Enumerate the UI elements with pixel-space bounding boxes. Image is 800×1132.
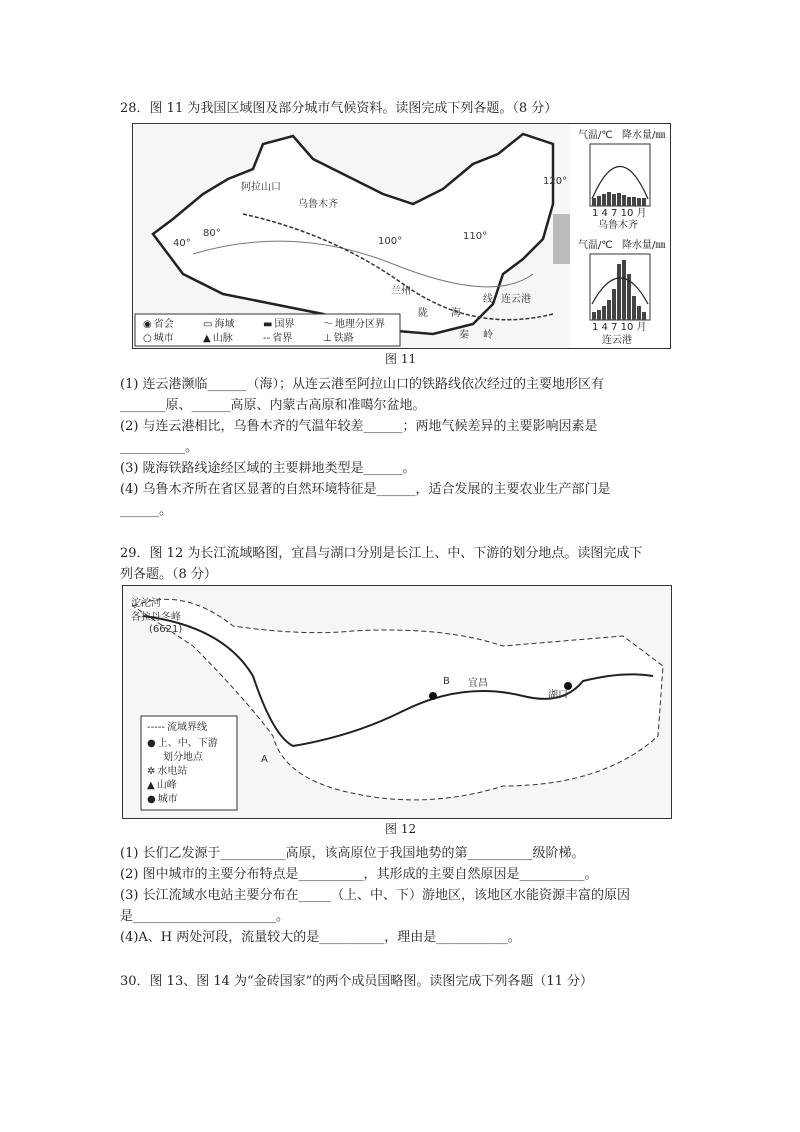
- sea-area: [553, 214, 571, 264]
- urumqi-temp-axis-label: 气温/℃: [578, 130, 613, 141]
- q28-question-2a: (2) 与连云港相比，乌鲁木齐的气温年较差______；两地气候差异的主要影响因素是: [120, 419, 598, 434]
- lianyungang-precip-axis-label: 降水量/㎜: [622, 240, 666, 251]
- legend-item-mountain: ▲ 山脉: [203, 333, 233, 344]
- q29-question-2: (2) 图中城市的主要分布特点是__________，其形成的主要自然原因是__________。: [120, 867, 598, 882]
- figure-11-map: [132, 123, 572, 349]
- q29-title-line1: 29．图 12 为长江流域略图，宜昌与湖口分别是长江上、中、下游的划分地点。读图完成下: [120, 546, 643, 561]
- q29-question-3a: (3) 长江流域水电站主要分布在_____（上、中、下）游地区，该地区水能资源丰富的原因: [120, 888, 631, 903]
- yichang-point: [429, 692, 437, 700]
- legend-peak: ▲ 山峰: [147, 780, 177, 791]
- urumqi-precip-bars: [592, 192, 646, 206]
- label-lon40: 40°: [173, 238, 191, 249]
- q29-question-4: (4)A、H 两处河段，流量较大的是__________，理由是___________。: [120, 930, 521, 945]
- label-hukou: 湖口: [548, 690, 568, 701]
- figure-12-caption: 图 12: [385, 822, 417, 836]
- q28-question-2b: __________。: [120, 440, 199, 455]
- legend-division-point-2: 划分地点: [163, 752, 203, 763]
- label-B: B: [443, 676, 450, 687]
- figure-12-map: [122, 585, 672, 819]
- label-yichang: 宜昌: [468, 678, 488, 689]
- q30-title: 30．图 13、图 14 为“金砖国家”的两个成员国略图。读图完成下列各题（11 分）: [120, 974, 593, 989]
- hukou-point: [564, 682, 572, 690]
- figure-11-caption: 图 11: [385, 352, 417, 366]
- rail-char-2: 海: [451, 308, 461, 319]
- q28-question-1b: _______原、______高原、内蒙古高原和准噶尔盆地。: [120, 398, 426, 413]
- climate-charts-svg: [570, 124, 670, 348]
- legend-item-province-border: -- 省界: [263, 333, 293, 344]
- lianyungang-precip-bars: [592, 260, 646, 320]
- rail-char-4: 秦: [459, 330, 469, 341]
- legend-item-railway: ⊥ 铁路: [323, 333, 354, 344]
- label-lon100: 100°: [378, 236, 403, 247]
- legend-basin-line: ----- 流域界线: [147, 722, 208, 733]
- label-lanzhou: 兰州: [391, 286, 411, 297]
- q29-title-line2: 列各题。（8 分）: [120, 567, 217, 582]
- q28-question-1a: (1) 连云港濒临______（海）；从连云港至阿拉山口的铁路线依次经过的主要地形区有: [120, 377, 605, 392]
- lianyungang-city-label: 连云港: [602, 335, 632, 346]
- q28-question-4b: ______。: [120, 503, 173, 518]
- label-lianyungang: 连云港: [501, 294, 531, 305]
- q28-question-4a: (4) 乌鲁木齐所在省区显著的自然环境特征是______，适合发展的主要农业生产部门是: [120, 482, 611, 497]
- yangtze-basin-map: [123, 586, 671, 818]
- lianyungang-temp-axis-label: 气温/℃: [578, 240, 613, 251]
- legend-division-point: ● 上、中、下游: [147, 738, 218, 749]
- label-peak: 各拉丹冬峰: [131, 612, 181, 623]
- legend-item-region-border: 〜 地理分区界: [323, 319, 385, 330]
- q29-question-3b: 是______________________。: [120, 909, 290, 924]
- climate-charts-panel: [570, 123, 671, 349]
- legend-item-border: ▬ 国界: [263, 319, 295, 330]
- label-tuotuo-river: 沱沱河: [131, 598, 161, 609]
- label-lon110: 110°: [463, 231, 488, 242]
- label-lon120: 120°: [543, 176, 568, 187]
- lianyungang-months: 1 4 7 10 月: [592, 322, 647, 333]
- urumqi-months: 1 4 7 10 月: [592, 208, 647, 219]
- legend-item-city: ○ 城市: [143, 333, 174, 344]
- q28-question-3: (3) 陇海铁路线途经区域的主要耕地类型是______。: [120, 461, 416, 476]
- rail-char-5: 岭: [483, 330, 493, 341]
- label-alashankou: 阿拉山口: [241, 182, 281, 193]
- urumqi-precip-axis-label: 降水量/㎜: [622, 130, 666, 141]
- label-peak-height: (6621): [149, 624, 183, 635]
- legend-hydropower: ✲ 水电站: [147, 766, 188, 777]
- q29-question-1: (1) 长们乙发源于__________高原，该高原位于我国地势的第__________级阶梯。: [120, 846, 585, 861]
- label-lon80: 80°: [203, 228, 221, 239]
- rail-char-3: 线: [483, 294, 493, 305]
- rail-char-1: 陇: [418, 308, 428, 319]
- legend-item-sea: ▭ 海域: [203, 319, 235, 330]
- china-region-map: [133, 124, 571, 348]
- label-A: A: [261, 754, 268, 765]
- label-urumqi: 乌鲁木齐: [298, 199, 338, 210]
- urumqi-city-label: 乌鲁木齐: [598, 220, 638, 231]
- q28-title: 28．图 11 为我国区域图及部分城市气候资料。读图完成下列各题。（8 分）: [120, 101, 558, 116]
- legend-city: ● 城市: [147, 794, 178, 805]
- legend-item-provincial-capital: ◉ 省会: [143, 319, 174, 330]
